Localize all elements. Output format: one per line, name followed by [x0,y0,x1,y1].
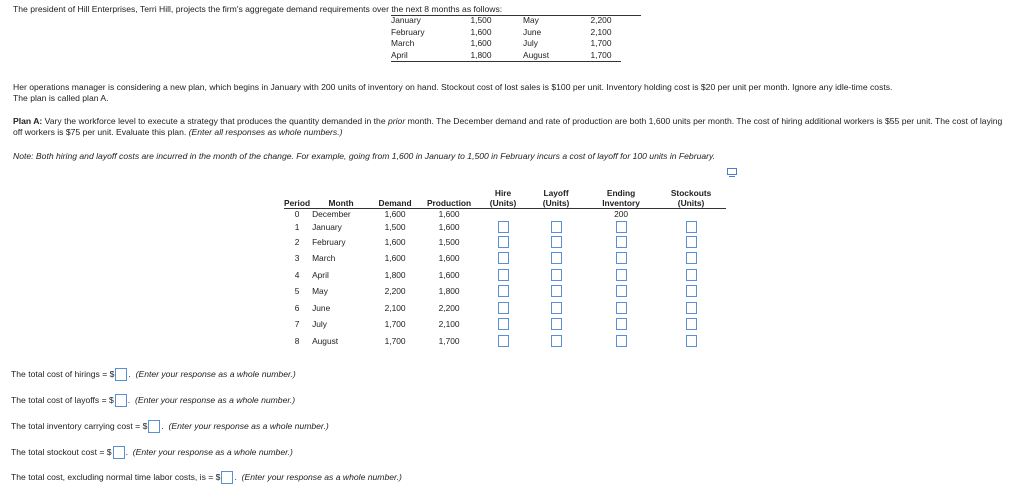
plan-text: Vary the workforce level to execute a strategy that produces the quantity demanded in the [42,116,388,126]
month-cell: July [312,319,327,330]
question-label: The total inventory carrying cost = $ [11,420,148,431]
operations-line-2: The plan is called plan A. [13,93,109,103]
forecast-value: 2,200 [590,15,612,25]
production-cell: 2,200 [438,302,460,313]
question-hint: (Enter your response as a whole number.) [134,394,296,405]
demand-cell: 1,700 [384,319,406,330]
layoff-input[interactable] [551,318,562,330]
question-label: The total cost of hirings = $ [11,368,115,379]
layoff-input[interactable] [551,221,562,233]
period-cell: 5 [294,286,300,297]
period-cell: 6 [294,302,300,313]
col-stockouts-header [656,180,726,208]
month-cell: December [312,208,351,219]
hire-input[interactable] [498,252,509,264]
hire-input[interactable] [498,285,509,297]
question-stockout: The total stockout cost = $ . (Enter your response as a whole number.) [11,446,293,459]
layoff-units: (Units) [542,197,570,208]
forecast-month: February [391,26,425,37]
col-layoff-header [526,180,586,208]
table-row [284,250,726,267]
production-cell: 1,500 [438,236,460,247]
demand-cell: 1,600 [384,236,406,247]
demand-cell: 2,100 [384,302,406,313]
forecast-value: 1,700 [590,38,612,48]
demand-cell: 1,600 [384,208,406,219]
total-cost-input[interactable] [221,471,233,484]
forecast-month: March [391,38,415,48]
col-ending-header [586,180,656,208]
forecast-row [391,50,621,62]
hire-input[interactable] [498,221,509,233]
hire-input[interactable] [498,318,509,330]
forecast-month: January [391,15,421,25]
forecast-month: June [523,26,542,37]
question-total: The total cost, excluding normal time labor costs, is = $ . (Enter your response as a whole number.) [11,471,402,484]
period-cell: 7 [294,319,300,330]
col-production-header: Production [426,197,472,208]
col-month-header: Month [328,197,354,208]
question-inventory: The total inventory carrying cost = $ . (Enter your response as a whole number.) [11,420,329,433]
forecast-value: 1,800 [470,49,492,60]
period-cell: 0 [294,208,300,219]
question-layoffs: The total cost of layoffs = $ . (Enter your response as a whole number.) [11,394,295,407]
period-cell: 1 [294,221,300,232]
layoff-title: Layoff [543,187,569,198]
forecast-value: 1,600 [470,26,492,37]
ending-inventory-input[interactable] [616,302,627,314]
layoff-input[interactable] [551,269,562,281]
question-label: The total stockout cost = $ [11,446,112,457]
forecast-row [391,15,621,27]
stockouts-input[interactable] [686,252,697,264]
layoff-input[interactable] [551,335,562,347]
hire-title: Hire [494,187,512,198]
forecast-value: 1,500 [470,15,492,25]
ending-inventory-input[interactable] [616,252,627,264]
forecast-row [391,38,621,50]
production-cell: 1,700 [438,335,460,346]
period-cell: 4 [294,269,300,280]
ending-inventory-input[interactable] [616,335,627,347]
table-row [284,234,726,251]
question-hirings: The total cost of hirings = $ . (Enter your response as a whole number.) [11,368,296,381]
production-cell: 1,600 [438,269,460,280]
layoff-input[interactable] [551,236,562,248]
demand-cell: 1,700 [384,335,406,346]
stockouts-input[interactable] [686,318,697,330]
edit-table-icon[interactable] [727,168,737,177]
plan-label: Plan A: [13,116,43,126]
table-row [284,300,726,317]
month-cell: April [312,269,329,280]
ending-title: Ending [606,187,636,198]
hire-input[interactable] [498,335,509,347]
forecast-value: 1,600 [470,38,492,48]
forecast-row [391,27,621,39]
stockouts-input[interactable] [686,335,697,347]
forecast-month: July [523,38,538,48]
question-label: The total cost, excluding normal time labor costs, is = $ [11,471,221,482]
demand-cell: 1,500 [384,221,406,232]
demand-cell: 2,200 [384,286,406,297]
plan-a-text [13,116,1013,138]
month-cell: May [312,286,328,297]
hire-input[interactable] [498,269,509,281]
note-text: Note: Both hiring and layoff costs are incurred in the month of the change. For example, going from 1,600 in January to 1,500 in February incurs a cost of layoff for 100 units in February. [13,151,716,161]
stockouts-input[interactable] [686,236,697,248]
table-row [284,220,726,234]
table-row [284,316,726,333]
operations-text [13,82,1013,104]
table-row [284,333,726,350]
layoffs-cost-input[interactable] [115,394,127,407]
plan-text-2: month. The December demand and rate of production are both 1,600 units per month. The cost of hiring additional workers is $55 per unit. The cost of laying off workers is $75 per unit. Evaluate this plan. [13,116,1003,137]
stockouts-units: (Units) [677,197,705,208]
forecast-value: 1,700 [590,49,612,60]
plan-a-table [284,180,726,349]
hire-units: (Units) [489,197,517,208]
demand-forecast-table [391,15,621,62]
ending-inventory-input[interactable] [616,221,627,233]
ending-inventory: Inventory [602,197,640,208]
period-cell: 2 [294,236,300,247]
month-cell: January [312,221,342,232]
layoff-input[interactable] [551,252,562,264]
month-cell: March [312,253,336,264]
production-cell: 1,600 [438,221,460,232]
ending-inventory-cell: 200 [614,208,629,219]
hire-input[interactable] [498,236,509,248]
hirings-cost-input[interactable] [115,368,127,381]
col-demand-header: Demand [378,197,412,208]
col-period-header: Period [284,197,311,208]
stockouts-input[interactable] [686,269,697,281]
stockouts-input[interactable] [686,221,697,233]
forecast-month: May [523,15,539,25]
plan-instruction: (Enter all responses as whole numbers.) [188,127,343,137]
stockouts-title: Stockouts [670,187,712,198]
ending-inventory-input[interactable] [616,269,627,281]
production-cell: 1,600 [438,253,460,264]
col-hire-header [480,180,526,208]
hire-input[interactable] [498,302,509,314]
forecast-month: August [523,49,550,60]
ending-inventory-input[interactable] [616,236,627,248]
stockouts-input[interactable] [686,285,697,297]
question-label: The total cost of layoffs = $ [11,394,114,405]
demand-cell: 1,600 [384,253,406,264]
production-cell: 2,100 [438,319,460,330]
stockouts-input[interactable] [686,302,697,314]
table-row [284,267,726,284]
ending-inventory-input[interactable] [616,318,627,330]
ending-inventory-input[interactable] [616,285,627,297]
layoff-input[interactable] [551,285,562,297]
table-header-row [284,180,726,208]
production-cell: 1,600 [438,208,460,219]
month-cell: June [312,302,331,313]
question-hint: (Enter your response as a whole number.) [241,471,402,482]
operations-line-1: Her operations manager is considering a new plan, which begins in January with 200 units of inventory on hand. Stockout cost of lost sales is $100 per unit. Inventory holding cost is $20 per unit per month. Ignore any idle-time costs. [13,82,893,92]
plan-prior: prior [388,116,406,126]
question-hint: (Enter your response as a whole number.) [132,446,293,457]
production-cell: 1,800 [438,286,460,297]
period-cell: 3 [294,253,300,264]
intro-text: The president of Hill Enterprises, Terri Hill, projects the firm's aggregate demand requirements over the next 8 months as follows: [13,4,503,14]
question-hint: (Enter your response as a whole number.) [168,420,329,431]
forecast-value: 2,100 [590,26,612,37]
table-row [284,283,726,300]
inventory-cost-input[interactable] [148,420,160,433]
month-cell: August [312,335,339,346]
period-cell: 8 [294,335,300,346]
month-cell: February [312,236,346,247]
question-hint: (Enter your response as a whole number.) [135,368,296,379]
stockout-cost-input[interactable] [113,446,125,459]
layoff-input[interactable] [551,302,562,314]
table-row [284,208,726,220]
demand-cell: 1,800 [384,269,406,280]
forecast-month: April [391,49,408,60]
